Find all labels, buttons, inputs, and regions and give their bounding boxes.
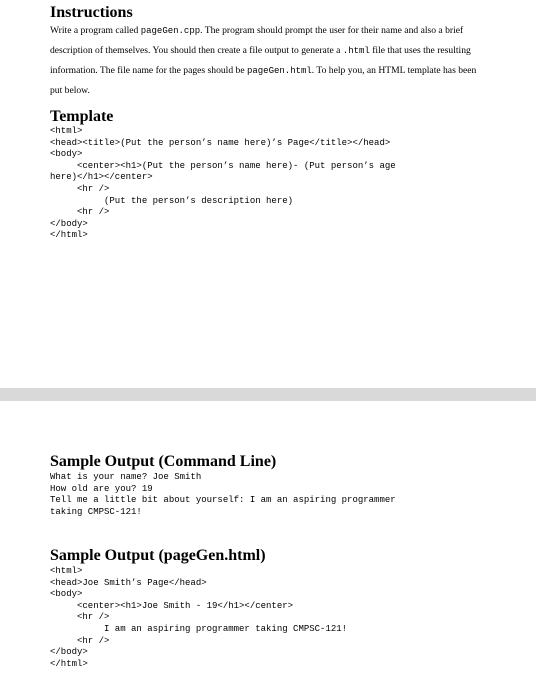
filename-html: pageGen.html	[246, 66, 312, 76]
html-extension: .html	[342, 46, 370, 56]
sample-cli-heading: Sample Output (Command Line)	[50, 453, 277, 470]
instructions-paragraph: Write a program called pageGen.cpp. The program should prompt the user for their name and also a brief description of themselves. You should then create a file output to generate a .html file that uses the resulting information. The file name for the pages should be pageGen.html. To help you, an HTML template has been put below.	[50, 25, 477, 96]
sample-html-heading: Sample Output (pageGen.html)	[50, 547, 266, 564]
document-page-2	[0, 401, 536, 700]
template-code-block: <html> <head><title>(Put the person’s name here)’s Page</title></head> <body> <center><h1>(Put the person’s name here)- (Put person’s age here)</h1></center> <hr /> (Put the person’s description here) <hr /> </body> </html>	[50, 126, 396, 241]
page-divider	[0, 388, 536, 401]
instructions-heading: Instructions	[50, 4, 133, 21]
sample-html-code-block: <html> <head>Joe Smith’s Page</head> <body> <center><h1>Joe Smith - 19</h1></center> <hr /> I am an aspiring programmer taking CMPSC-121! <hr /> </body> </html>	[50, 566, 348, 669]
template-heading: Template	[50, 108, 114, 125]
filename-cpp: pageGen.cpp	[140, 26, 201, 36]
sample-cli-code-block: What is your name? Joe Smith How old are you? 19 Tell me a little bit about yourself: I am an aspiring programmer taking CMPSC-121!	[50, 472, 396, 517]
